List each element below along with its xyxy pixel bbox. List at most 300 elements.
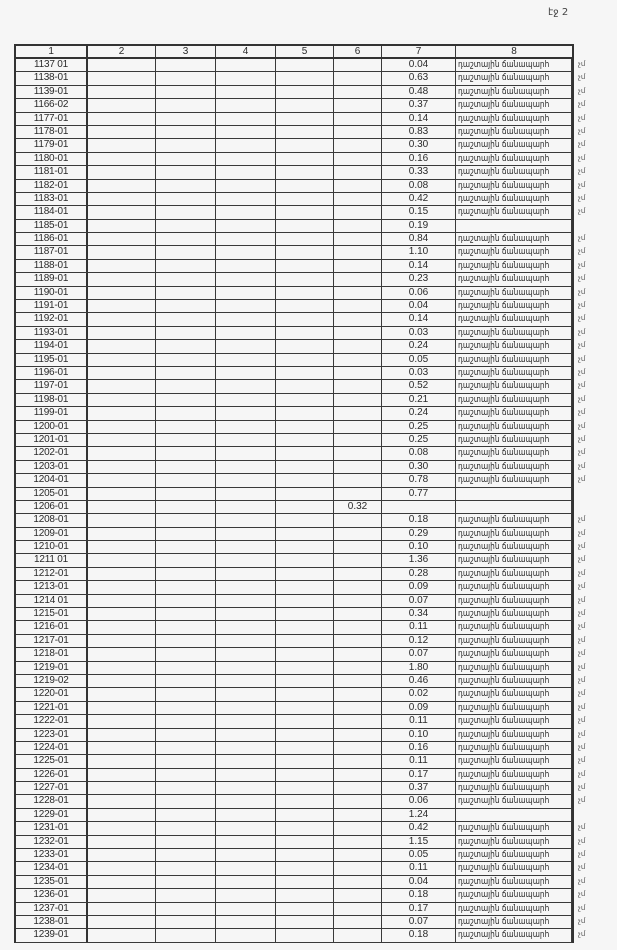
column-2-cell bbox=[88, 139, 156, 151]
column-3-cell bbox=[156, 126, 216, 138]
column-4-cell bbox=[216, 313, 276, 325]
area-value-cell: 0.84 bbox=[382, 233, 456, 245]
table-row bbox=[16, 608, 586, 621]
parcel-id-cell: 1204-01 bbox=[16, 474, 88, 486]
land-use-cell bbox=[456, 287, 572, 299]
column-4-cell bbox=[216, 421, 276, 433]
column-6-value-cell bbox=[334, 688, 382, 700]
column-2-cell bbox=[88, 742, 156, 754]
parcel-id-cell: 1209-01 bbox=[16, 528, 88, 540]
column-4-cell bbox=[216, 139, 276, 151]
column-4-cell bbox=[216, 260, 276, 272]
column-4-cell bbox=[216, 193, 276, 205]
parcel-id-cell: 1191-01 bbox=[16, 300, 88, 312]
column-6-value-cell bbox=[334, 233, 382, 245]
column-6-value-cell bbox=[334, 246, 382, 258]
column-3-cell bbox=[156, 648, 216, 660]
parcel-id-cell: 1193-01 bbox=[16, 327, 88, 339]
column-4-cell bbox=[216, 59, 276, 71]
land-use-text: դաշտային ճանապարհ bbox=[458, 461, 550, 472]
table-row bbox=[16, 59, 586, 72]
land-use-text: դաշտային ճանապարհ bbox=[458, 314, 550, 325]
table-row bbox=[16, 768, 586, 782]
table-row bbox=[16, 594, 586, 608]
column-6-value-cell bbox=[334, 113, 382, 125]
parcel-id-cell: 1216-01 bbox=[16, 621, 88, 633]
column-5-cell bbox=[276, 421, 334, 433]
column-5-cell bbox=[276, 380, 334, 392]
column-5-cell bbox=[276, 635, 334, 647]
column-6-value-cell bbox=[334, 340, 382, 352]
land-use-text: դաշտային ճանապարհ bbox=[458, 434, 550, 445]
column-5-cell bbox=[276, 729, 334, 741]
column-6-value-cell bbox=[334, 809, 382, 821]
area-value-cell: 0.42 bbox=[382, 193, 456, 205]
area-value-cell: 0.29 bbox=[382, 528, 456, 540]
column-6-value-cell bbox=[334, 648, 382, 660]
land-use-cell bbox=[456, 367, 572, 379]
land-use-text: դաշտային ճանապարհ bbox=[458, 448, 550, 459]
column-3-cell bbox=[156, 421, 216, 433]
land-use-cell bbox=[456, 688, 572, 700]
parcel-id-cell: 1192-01 bbox=[16, 313, 88, 325]
margin-annotation: չմ bbox=[578, 180, 586, 189]
column-2-cell bbox=[88, 568, 156, 580]
area-value-cell: 1.80 bbox=[382, 662, 456, 674]
column-5-cell bbox=[276, 568, 334, 580]
area-value-cell: 0.08 bbox=[382, 447, 456, 459]
margin-annotation: չմ bbox=[578, 756, 586, 765]
margin-annotation: չմ bbox=[578, 274, 586, 283]
parcel-id-cell: 1233-01 bbox=[16, 849, 88, 861]
land-use-text: դաշտային ճանապարհ bbox=[458, 408, 550, 419]
column-4-cell bbox=[216, 126, 276, 138]
table-row bbox=[16, 313, 586, 326]
column-5-cell bbox=[276, 916, 334, 928]
column-4-cell bbox=[216, 541, 276, 553]
column-3-cell bbox=[156, 903, 216, 915]
land-use-text: դաշտային ճանապարհ bbox=[458, 528, 550, 539]
column-2-cell bbox=[88, 501, 156, 513]
table-row bbox=[16, 340, 586, 353]
column-4-cell bbox=[216, 447, 276, 459]
land-use-text: դաշտային ճանապարհ bbox=[458, 354, 550, 365]
column-4-cell bbox=[216, 86, 276, 98]
column-4-cell bbox=[216, 862, 276, 874]
area-value-cell: 0.25 bbox=[382, 421, 456, 433]
column-3-cell bbox=[156, 474, 216, 486]
margin-annotation: չմ bbox=[578, 876, 586, 885]
area-value-cell: 0.06 bbox=[382, 795, 456, 807]
column-3-cell bbox=[156, 166, 216, 178]
area-value-cell: 0.11 bbox=[382, 715, 456, 727]
parcel-id-cell: 1231-01 bbox=[16, 822, 88, 834]
area-value-cell: 0.07 bbox=[382, 916, 456, 928]
table-row bbox=[16, 541, 586, 554]
land-use-text: դաշտային ճանապարհ bbox=[458, 381, 550, 392]
parcel-id-cell: 1187-01 bbox=[16, 246, 88, 258]
column-4-cell bbox=[216, 916, 276, 928]
land-use-cell bbox=[456, 233, 572, 245]
column-3-cell bbox=[156, 702, 216, 714]
column-4-cell bbox=[216, 474, 276, 486]
land-use-text: դաշտային ճանապարհ bbox=[458, 247, 550, 258]
land-use-text: դաշտային ճանապարհ bbox=[458, 756, 550, 767]
area-value-cell: 1.24 bbox=[382, 809, 456, 821]
land-use-text: դաշտային ճանապարհ bbox=[458, 542, 550, 553]
land-use-cell bbox=[456, 86, 572, 98]
land-use-cell bbox=[456, 260, 572, 272]
column-5-cell bbox=[276, 648, 334, 660]
column-6-value-cell bbox=[334, 139, 382, 151]
parcel-id-cell: 1203-01 bbox=[16, 461, 88, 473]
column-4-cell bbox=[216, 662, 276, 674]
area-value-cell: 0.09 bbox=[382, 581, 456, 593]
land-use-text: դաշտային ճանապարհ bbox=[458, 649, 550, 660]
column-3-cell bbox=[156, 889, 216, 901]
land-use-text: դաշտային ճանապարհ bbox=[458, 60, 550, 70]
column-3-cell bbox=[156, 153, 216, 165]
margin-annotation: չմ bbox=[578, 609, 586, 618]
land-use-cell bbox=[456, 916, 572, 928]
land-use-text: դաշտային ճանապարհ bbox=[458, 783, 550, 794]
table-row bbox=[16, 233, 586, 246]
margin-annotation: չմ bbox=[578, 354, 586, 363]
column-5-cell bbox=[276, 340, 334, 352]
column-4-cell bbox=[216, 206, 276, 218]
column-4-cell bbox=[216, 889, 276, 901]
land-use-text: դաշտային ճանապարհ bbox=[458, 836, 550, 847]
parcel-id-cell: 1234-01 bbox=[16, 862, 88, 874]
column-5-cell bbox=[276, 354, 334, 366]
column-6-value-cell bbox=[334, 421, 382, 433]
column-4-cell bbox=[216, 595, 276, 607]
parcel-id-cell: 1220-01 bbox=[16, 688, 88, 700]
column-5-cell bbox=[276, 180, 334, 192]
column-2-cell bbox=[88, 541, 156, 553]
land-use-text: դաշտային ճանապարհ bbox=[458, 716, 550, 727]
table-row bbox=[16, 393, 586, 407]
table-row bbox=[16, 353, 586, 367]
table-row bbox=[16, 688, 586, 701]
column-2-cell bbox=[88, 876, 156, 888]
column-6-value-cell bbox=[334, 380, 382, 392]
land-register-table bbox=[14, 44, 586, 943]
area-value-cell bbox=[382, 501, 456, 513]
column-2-cell bbox=[88, 809, 156, 821]
margin-annotation: չմ bbox=[578, 515, 586, 524]
column-6-value-cell bbox=[334, 300, 382, 312]
column-5-cell bbox=[276, 166, 334, 178]
area-value-cell: 0.77 bbox=[382, 488, 456, 500]
column-2-cell bbox=[88, 836, 156, 848]
column-header-4: 4 bbox=[216, 46, 276, 57]
column-5-cell bbox=[276, 782, 334, 794]
margin-annotation: չմ bbox=[578, 729, 586, 738]
column-2-cell bbox=[88, 99, 156, 111]
margin-annotation: չմ bbox=[578, 528, 586, 537]
parcel-id-cell: 1210-01 bbox=[16, 541, 88, 553]
parcel-id-cell: 1225-01 bbox=[16, 755, 88, 767]
area-value-cell: 0.07 bbox=[382, 595, 456, 607]
table-row bbox=[16, 581, 586, 594]
land-use-text: դաշտային ճանապարհ bbox=[458, 850, 550, 861]
margin-annotation: չմ bbox=[578, 863, 586, 872]
column-6-value-cell bbox=[334, 367, 382, 379]
column-2-cell bbox=[88, 180, 156, 192]
column-6-value-cell bbox=[334, 474, 382, 486]
column-4-cell bbox=[216, 876, 276, 888]
area-value-cell: 0.14 bbox=[382, 260, 456, 272]
column-2-cell bbox=[88, 648, 156, 660]
column-5-cell bbox=[276, 86, 334, 98]
area-value-cell: 0.37 bbox=[382, 782, 456, 794]
column-4-cell bbox=[216, 72, 276, 84]
land-use-text: դաշտային ճանապարհ bbox=[458, 341, 550, 352]
column-2-cell bbox=[88, 354, 156, 366]
column-2-cell bbox=[88, 635, 156, 647]
column-3-cell bbox=[156, 822, 216, 834]
column-2-cell bbox=[88, 246, 156, 258]
column-3-cell bbox=[156, 394, 216, 406]
land-use-text: դաշտային ճանապարհ bbox=[458, 140, 550, 151]
column-6-value-cell bbox=[334, 795, 382, 807]
area-value-cell: 0.02 bbox=[382, 688, 456, 700]
margin-annotation: չմ bbox=[578, 301, 586, 310]
area-value-cell: 0.33 bbox=[382, 166, 456, 178]
land-use-text: դաշտային ճանապարհ bbox=[458, 863, 550, 874]
column-header-3: 3 bbox=[156, 46, 216, 57]
column-6-value-cell bbox=[334, 488, 382, 500]
column-2-cell bbox=[88, 514, 156, 526]
column-6-value-cell bbox=[334, 635, 382, 647]
column-2-cell bbox=[88, 474, 156, 486]
area-value-cell: 0.23 bbox=[382, 273, 456, 285]
column-3-cell bbox=[156, 501, 216, 513]
column-2-cell bbox=[88, 769, 156, 781]
margin-annotation: չմ bbox=[578, 167, 586, 176]
column-6-value-cell bbox=[334, 153, 382, 165]
column-2-cell bbox=[88, 233, 156, 245]
column-6-value-cell bbox=[334, 675, 382, 687]
parcel-id-cell: 1211 01 bbox=[16, 554, 88, 566]
column-2-cell bbox=[88, 59, 156, 71]
column-2-cell bbox=[88, 488, 156, 500]
land-use-cell bbox=[456, 929, 572, 941]
table-row bbox=[16, 366, 586, 380]
column-6-value-cell bbox=[334, 822, 382, 834]
margin-annotation: չմ bbox=[578, 234, 586, 243]
land-use-cell bbox=[456, 889, 572, 901]
table-row bbox=[16, 420, 586, 434]
margin-annotation: չմ bbox=[578, 930, 586, 939]
column-5-cell bbox=[276, 595, 334, 607]
column-2-cell bbox=[88, 849, 156, 861]
column-2-cell bbox=[88, 608, 156, 620]
column-5-cell bbox=[276, 769, 334, 781]
parcel-id-cell: 1137 01 bbox=[16, 59, 88, 71]
column-6-value-cell bbox=[334, 742, 382, 754]
area-value-cell: 0.34 bbox=[382, 608, 456, 620]
area-value-cell: 0.04 bbox=[382, 876, 456, 888]
column-2-cell bbox=[88, 206, 156, 218]
column-6-value-cell bbox=[334, 180, 382, 192]
column-5-cell bbox=[276, 287, 334, 299]
area-value-cell: 0.83 bbox=[382, 126, 456, 138]
parcel-id-cell: 1202-01 bbox=[16, 447, 88, 459]
column-4-cell bbox=[216, 782, 276, 794]
column-3-cell bbox=[156, 916, 216, 928]
land-use-cell bbox=[456, 501, 572, 513]
column-2-cell bbox=[88, 581, 156, 593]
table-row bbox=[16, 112, 586, 126]
column-6-value-cell bbox=[334, 273, 382, 285]
column-3-cell bbox=[156, 541, 216, 553]
area-value-cell: 0.18 bbox=[382, 929, 456, 941]
land-use-cell bbox=[456, 340, 572, 352]
land-use-text: դաշտային ճանապարհ bbox=[458, 595, 550, 606]
area-value-cell: 0.78 bbox=[382, 474, 456, 486]
column-2-cell bbox=[88, 86, 156, 98]
column-2-cell bbox=[88, 153, 156, 165]
column-6-value-cell bbox=[334, 769, 382, 781]
table-row bbox=[16, 755, 586, 768]
column-3-cell bbox=[156, 99, 216, 111]
table-row bbox=[16, 259, 586, 273]
column-4-cell bbox=[216, 581, 276, 593]
column-3-cell bbox=[156, 206, 216, 218]
parcel-id-cell: 1206-01 bbox=[16, 501, 88, 513]
column-5-cell bbox=[276, 246, 334, 258]
column-2-cell bbox=[88, 72, 156, 84]
column-6-value-cell bbox=[334, 715, 382, 727]
column-5-cell bbox=[276, 206, 334, 218]
column-3-cell bbox=[156, 113, 216, 125]
margin-annotation: չմ bbox=[578, 394, 586, 403]
table-row bbox=[16, 206, 586, 219]
column-6-value-cell bbox=[334, 407, 382, 419]
table-row bbox=[16, 741, 586, 755]
area-value-cell: 0.37 bbox=[382, 99, 456, 111]
parcel-id-cell: 1201-01 bbox=[16, 434, 88, 446]
parcel-id-cell: 1200-01 bbox=[16, 421, 88, 433]
land-use-text: դաշտային ճանապարհ bbox=[458, 689, 550, 700]
column-5-cell bbox=[276, 514, 334, 526]
column-3-cell bbox=[156, 220, 216, 232]
area-value-cell: 0.30 bbox=[382, 461, 456, 473]
column-2-cell bbox=[88, 715, 156, 727]
column-5-cell bbox=[276, 876, 334, 888]
parcel-id-cell: 1185-01 bbox=[16, 220, 88, 232]
column-3-cell bbox=[156, 287, 216, 299]
column-5-cell bbox=[276, 809, 334, 821]
margin-annotation: չմ bbox=[578, 153, 586, 162]
land-use-cell bbox=[456, 72, 572, 84]
land-use-cell bbox=[456, 769, 572, 781]
column-header-7: 7 bbox=[382, 46, 456, 57]
column-5-cell bbox=[276, 528, 334, 540]
column-2-cell bbox=[88, 795, 156, 807]
column-3-cell bbox=[156, 554, 216, 566]
margin-annotation: չմ bbox=[578, 917, 586, 925]
land-use-text: դաշտային ճանապարհ bbox=[458, 823, 550, 834]
column-4-cell bbox=[216, 608, 276, 620]
area-value-cell: 0.17 bbox=[382, 769, 456, 781]
land-use-text: դաշտային ճանապարհ bbox=[458, 622, 550, 633]
column-6-value-cell bbox=[334, 72, 382, 84]
column-6-value-cell bbox=[334, 916, 382, 928]
column-5-cell bbox=[276, 327, 334, 339]
area-value-cell: 1.10 bbox=[382, 246, 456, 258]
column-6-value-cell bbox=[334, 59, 382, 71]
column-4-cell bbox=[216, 501, 276, 513]
area-value-cell: 0.46 bbox=[382, 675, 456, 687]
column-2-cell bbox=[88, 166, 156, 178]
column-3-cell bbox=[156, 461, 216, 473]
area-value-cell: 0.25 bbox=[382, 434, 456, 446]
land-use-cell bbox=[456, 715, 572, 727]
column-3-cell bbox=[156, 729, 216, 741]
margin-annotation: չմ bbox=[578, 421, 586, 430]
land-use-cell bbox=[456, 394, 572, 406]
column-6-value-cell bbox=[334, 394, 382, 406]
parcel-id-cell: 1222-01 bbox=[16, 715, 88, 727]
column-2-cell bbox=[88, 313, 156, 325]
area-value-cell: 0.17 bbox=[382, 903, 456, 915]
parcel-id-cell: 1138-01 bbox=[16, 72, 88, 84]
column-5-cell bbox=[276, 434, 334, 446]
column-6-value-cell bbox=[334, 621, 382, 633]
column-6-value-cell bbox=[334, 220, 382, 232]
column-6-value-cell bbox=[334, 581, 382, 593]
column-5-cell bbox=[276, 300, 334, 312]
parcel-id-cell: 1219-02 bbox=[16, 675, 88, 687]
land-use-text: դաշտային ճանապարհ bbox=[458, 113, 550, 124]
land-use-cell bbox=[456, 166, 572, 178]
table-row bbox=[16, 72, 586, 85]
margin-annotation: չմ bbox=[578, 796, 586, 805]
parcel-id-cell: 1205-01 bbox=[16, 488, 88, 500]
parcel-id-cell: 1217-01 bbox=[16, 635, 88, 647]
table-row bbox=[16, 674, 586, 688]
land-use-cell bbox=[456, 608, 572, 620]
column-3-cell bbox=[156, 862, 216, 874]
margin-annotation: չմ bbox=[578, 461, 586, 470]
land-use-cell bbox=[456, 514, 572, 526]
area-value-cell: 0.21 bbox=[382, 394, 456, 406]
column-3-cell bbox=[156, 72, 216, 84]
column-3-cell bbox=[156, 675, 216, 687]
area-value-cell: 0.48 bbox=[382, 86, 456, 98]
column-5-cell bbox=[276, 849, 334, 861]
land-use-text: դաշտային ճանապարհ bbox=[458, 796, 550, 807]
land-use-text: դաշտային ճանապարհ bbox=[458, 234, 550, 245]
column-3-cell bbox=[156, 608, 216, 620]
area-value-cell: 0.24 bbox=[382, 340, 456, 352]
column-5-cell bbox=[276, 126, 334, 138]
table-row bbox=[16, 273, 586, 286]
column-4-cell bbox=[216, 769, 276, 781]
margin-annotation: չմ bbox=[578, 582, 586, 591]
area-value-cell: 0.15 bbox=[382, 206, 456, 218]
parcel-id-cell: 1219-01 bbox=[16, 662, 88, 674]
area-value-cell: 0.18 bbox=[382, 889, 456, 901]
parcel-id-cell: 1181-01 bbox=[16, 166, 88, 178]
land-use-cell bbox=[456, 447, 572, 459]
column-5-cell bbox=[276, 501, 334, 513]
land-use-cell bbox=[456, 474, 572, 486]
column-3-cell bbox=[156, 407, 216, 419]
